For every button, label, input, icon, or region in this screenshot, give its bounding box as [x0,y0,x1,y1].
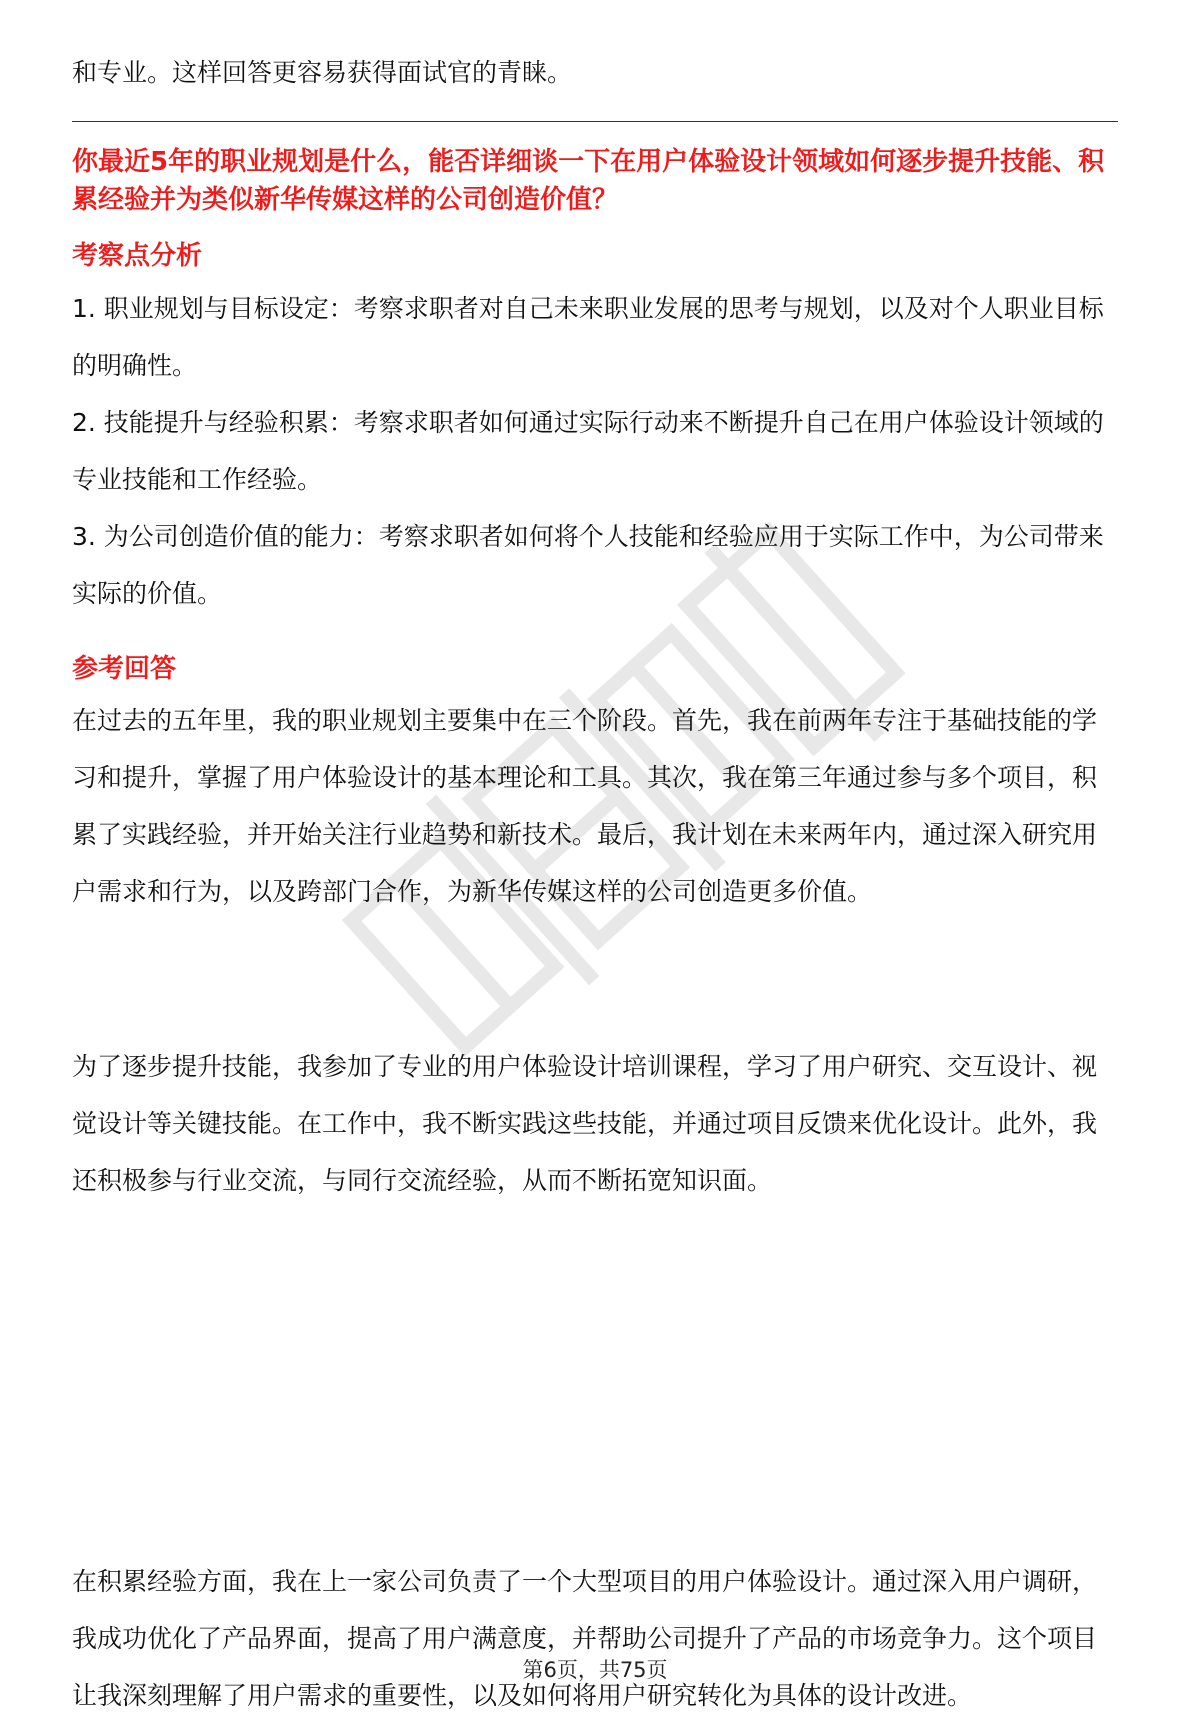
analysis-heading: 考察点分析 [72,241,203,271]
analysis-points-list [72,280,1118,622]
interview-question: 你最近5年的职业规划是什么，能否详细谈一下在用户体验设计领域如何逐步提升技能、积累经验并为类似新华传媒这样的公司创造价值？ [72,147,1105,215]
analysis-point: 1. 职业规划与目标设定：考察求职者对自己未来职业发展的思考与规划，以及对个人职业目标的明确性。 [72,294,1104,380]
document-page [72,0,1118,1710]
answer-paragraph: 在积累经验方面，我在上一家公司负责了一个大型项目的用户体验设计。通过深入用户调研，我成功优化了产品界面，提高了用户满意度，并帮助公司提升了产品的市场竞争力。这个项目让我深刻理解了用户需求的重要性，以及如何将用户研究转化为具体的设计改进。 [72,1567,1098,1710]
section-divider [72,121,1118,122]
carry-over-paragraph: 和专业。这样回答更容易获得面试官的青睐。 [72,58,573,87]
page-number-footer: 第6页，共75页 [522,1658,668,1682]
analysis-point: 3. 为公司创造价值的能力：考察求职者如何将个人技能和经验应用于实际工作中，为公司带来实际的价值。 [72,522,1104,608]
answer-heading: 参考回答 [72,654,177,684]
analysis-point: 2. 技能提升与经验积累：考察求职者如何通过实际行动来不断提升自己在用户体验设计领域的专业技能和工作经验。 [72,408,1104,494]
answer-paragraph: 为了逐步提升技能，我参加了专业的用户体验设计培训课程，学习了用户研究、交互设计、视觉设计等关键技能。在工作中，我不断实践这些技能，并通过项目反馈来优化设计。此外，我还积极参与行业交流，与同行交流经验，从而不断拓宽知识面。 [72,1052,1098,1195]
answer-paragraph: 在过去的五年里，我的职业规划主要集中在三个阶段。首先，我在前两年专注于基础技能的学习和提升，掌握了用户体验设计的基本理论和工具。其次，我在第三年通过参与多个项目，积累了实践经验，并开始关注行业趋势和新技术。最后，我计划在未来两年内，通过深入研究用户需求和行为，以及跨部门合作，为新华传媒这样的公司创造更多价值。 [72,706,1098,906]
